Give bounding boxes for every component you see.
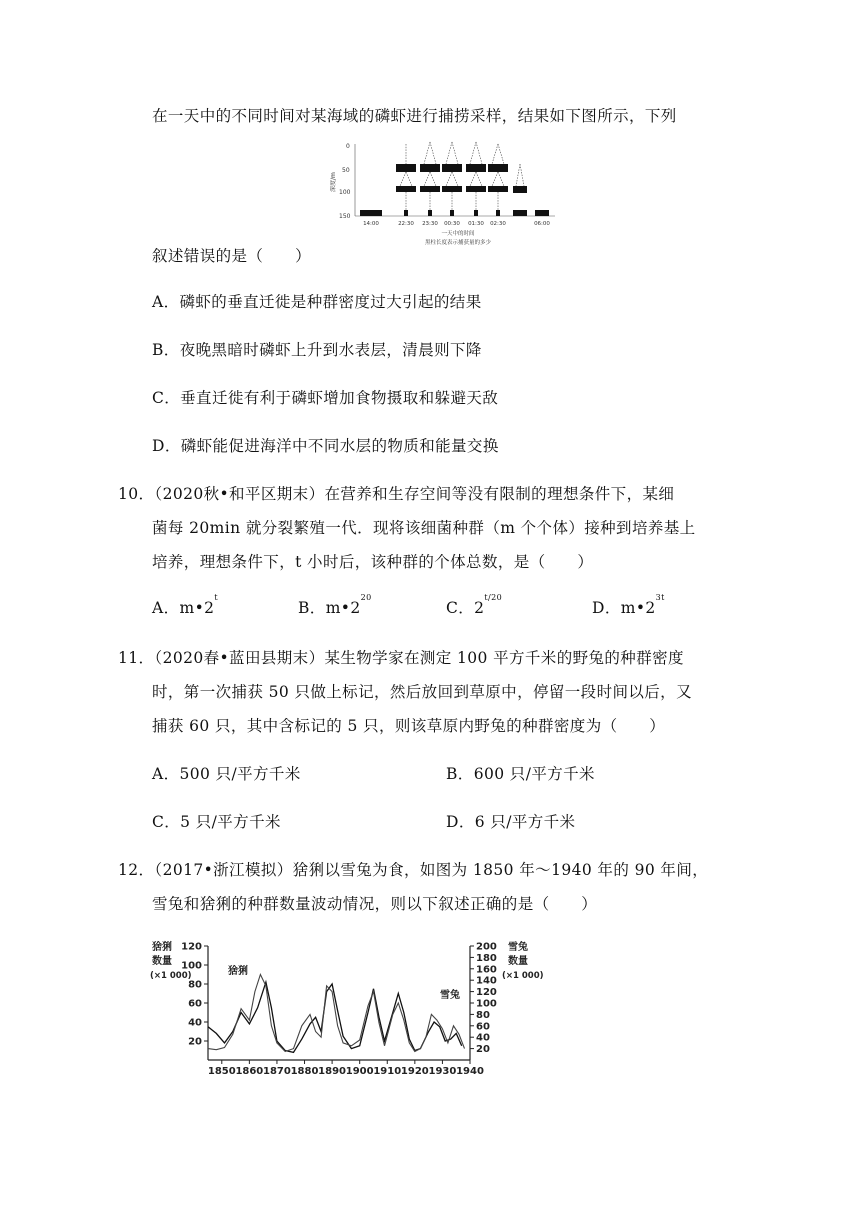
q10-line1: 10．（2020秋•和平区期末）在营养和生存空间等没有限制的理想条件下，某细 bbox=[118, 485, 675, 503]
right-tick-label: 140 bbox=[476, 975, 497, 987]
hare-axis-label: 雪兔 bbox=[508, 942, 528, 953]
q9-option-d: D．磷虾能促进海洋中不同水层的物质和能量交换 bbox=[152, 437, 499, 455]
krill-ytick-0: 0 bbox=[346, 143, 350, 150]
left-tick-label: 20 bbox=[188, 1036, 202, 1048]
left-tick-label: 80 bbox=[188, 979, 202, 991]
krill-bars bbox=[360, 164, 549, 216]
krill-ylabel: 深度/m bbox=[330, 172, 337, 192]
krill-ytick-100: 100 bbox=[339, 189, 351, 196]
q9-option-b: B．夜晚黑暗时磷虾上升到水表层，清晨则下降 bbox=[152, 341, 482, 359]
right-tick-label: 60 bbox=[476, 1021, 490, 1033]
krill-ytick-50: 50 bbox=[342, 167, 350, 174]
q9-stem-line1: 在一天中的不同时间对某海域的磷虾进行捕捞采样，结果如下图所示，下列 bbox=[152, 107, 677, 125]
x-tick-label: 1910 bbox=[373, 1066, 402, 1076]
q10-option-b: B．$m•2^{20}$ bbox=[298, 593, 372, 617]
x-tick-label: 1940 bbox=[456, 1066, 484, 1076]
q12-line2: 雪兔和猞猁的种群数量波动情况，则以下叙述正确的是（ ） bbox=[152, 895, 598, 913]
right-tick-label: 120 bbox=[476, 987, 497, 999]
krill-xlabel: 一天中的时间 bbox=[441, 231, 475, 237]
right-tick-label: 20 bbox=[476, 1044, 490, 1056]
q12-line1: 12．（2017•浙江模拟）猞猁以雪兔为食，如图为 1850 年～1940 年的 90 年间， bbox=[118, 861, 709, 879]
krill-ytick-150: 150 bbox=[339, 213, 351, 220]
krill-xtick: 23:30 bbox=[422, 221, 438, 227]
q11-line2: 时，第一次捕获 50 只做上标记，然后放回到草原中，停留一段时间以后，又 bbox=[152, 683, 692, 701]
q9-stem-line2: 叙述错误的是（ ） bbox=[152, 247, 312, 265]
q10-line3: 培养，理想条件下，t 小时后，该种群的个体总数，是（ ） bbox=[152, 553, 594, 571]
q11-line3: 捕获 60 只，其中含标记的 5 只，则该草原内野兔的种群密度为（ ） bbox=[152, 717, 666, 735]
hare-axis-label: 数量 bbox=[508, 956, 528, 967]
krill-xtick: 00:30 bbox=[444, 221, 460, 227]
x-tick-label: 1850 bbox=[207, 1066, 236, 1076]
x-tick-label: 1900 bbox=[345, 1066, 374, 1076]
krill-depth-figure bbox=[330, 134, 560, 259]
q9-option-c: C．垂直迁徙有利于磷虾增加食物摄取和躲避天敌 bbox=[152, 389, 499, 407]
krill-xtick: 22:30 bbox=[398, 221, 414, 227]
left-tick-label: 40 bbox=[188, 1017, 202, 1029]
krill-xtick: 06:00 bbox=[534, 221, 550, 227]
q11-option-b: B．600 只/平方千米 bbox=[446, 765, 595, 783]
q11-option-c: C．5 只/平方千米 bbox=[152, 813, 281, 831]
lynx-axis-label: 数量 bbox=[152, 956, 172, 967]
q11-option-d: D．6 只/平方千米 bbox=[446, 813, 576, 831]
right-tick-label: 80 bbox=[476, 1009, 490, 1021]
left-tick-label: 60 bbox=[188, 998, 202, 1010]
krill-xtick: 02:30 bbox=[490, 221, 506, 227]
x-tick-label: 1920 bbox=[400, 1066, 429, 1076]
q11-option-a: A．500 只/平方千米 bbox=[152, 765, 301, 783]
right-tick-label: 160 bbox=[476, 964, 497, 976]
left-tick-label: 120 bbox=[181, 941, 202, 953]
population-chart bbox=[150, 938, 550, 1076]
right-tick-label: 100 bbox=[476, 998, 497, 1010]
lynx-series-label: 猞猁 bbox=[228, 966, 248, 977]
q11-line1: 11．（2020春•蓝田县期末）某生物学家在测定 100 平方千米的野兔的种群密度 bbox=[118, 649, 684, 667]
q10-option-a: A．m•2$^t$ bbox=[152, 593, 219, 617]
q10-option-d: D．$m•2^{3t}$ bbox=[592, 593, 665, 617]
lynx-axis-unit: (×1 000) bbox=[150, 971, 192, 981]
right-tick-label: 200 bbox=[476, 941, 497, 953]
hare-axis-unit: (×1 000) bbox=[502, 971, 544, 981]
x-tick-label: 1930 bbox=[428, 1066, 457, 1076]
x-tick-label: 1880 bbox=[290, 1066, 319, 1076]
q10-line2: 菌每 20min 就分裂繁殖一代．现将该细菌种群（m 个个体）接种到培养基上 bbox=[152, 519, 696, 537]
q10-option-c: C．$2^{t/20}$ bbox=[446, 593, 503, 617]
right-tick-label: 180 bbox=[476, 952, 497, 964]
x-tick-label: 1870 bbox=[263, 1066, 291, 1076]
right-tick-label: 40 bbox=[476, 1032, 490, 1044]
left-tick-label: 100 bbox=[181, 960, 202, 972]
krill-xtick: 14:00 bbox=[363, 221, 379, 227]
x-tick-label: 1860 bbox=[235, 1066, 264, 1076]
krill-xtick: 01:30 bbox=[468, 221, 484, 227]
hare-series-label: 雪兔 bbox=[440, 990, 460, 1001]
x-tick-label: 1890 bbox=[318, 1066, 347, 1076]
hare-series-line bbox=[208, 975, 465, 1052]
lynx-axis-label: 猞猁 bbox=[152, 942, 172, 953]
q9-option-a: A．磷虾的垂直迁徙是种群密度过大引起的结果 bbox=[152, 293, 482, 311]
krill-caption: 黑柱长度表示捕获量的多少 bbox=[424, 240, 492, 246]
